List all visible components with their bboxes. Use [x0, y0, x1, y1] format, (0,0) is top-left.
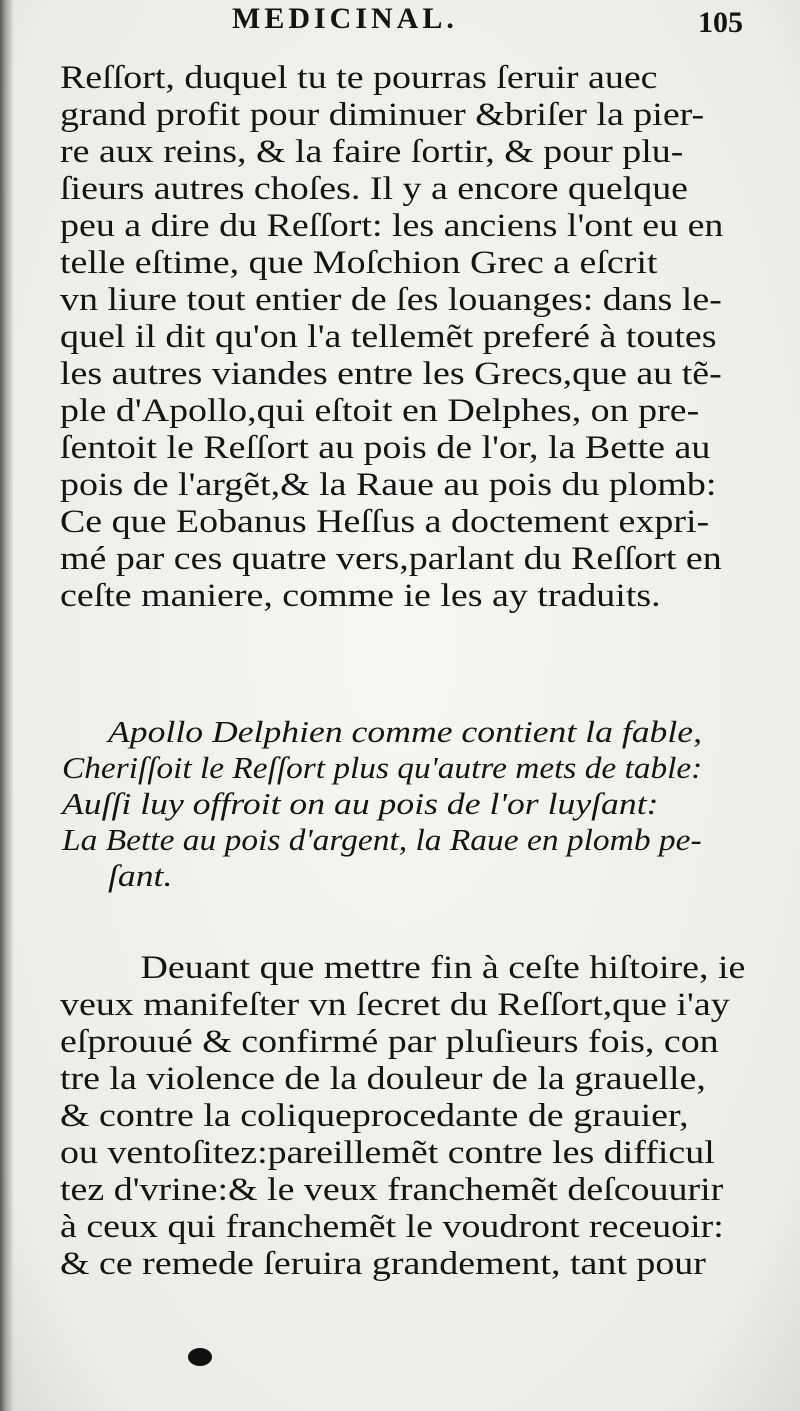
- ink-blot: [188, 1348, 212, 1366]
- page-gutter-shadow: [0, 0, 14, 1411]
- text-line: tre la violence de la douleur de la grauelle,: [60, 1061, 706, 1097]
- running-title: MEDICINAL.: [232, 2, 458, 35]
- text-line: & ce remede ſeruira grandement, tant pour: [60, 1246, 706, 1282]
- paragraph-1: [60, 60, 745, 615]
- text-line: re aux reins, & la faire ſortir, & pour plu-: [60, 134, 684, 170]
- text-line: & contre la coliqueprocedante de grauier,: [60, 1098, 689, 1134]
- text-line: Ce que Eobanus Heſſus a doctement expri-: [60, 504, 710, 540]
- text-line: peu a dire du Reſſort: les anciens l'ont eu en: [60, 208, 724, 244]
- text-line: ceſte maniere, comme ie les ay traduits.: [60, 578, 661, 614]
- text-line: eſprouué & confirmé par pluſieurs fois, con: [60, 1024, 719, 1060]
- verse-line: ſant.: [108, 858, 173, 893]
- text-line: les autres viandes entre les Grecs,que au tẽ-: [60, 356, 722, 392]
- text-line: pois de l'argẽt,& la Raue au pois du plomb:: [60, 467, 717, 503]
- text-line: vn liure tout entier de ſes louanges: dans le-: [60, 282, 722, 318]
- page-number: 105: [698, 6, 743, 39]
- text-line: veux manifeſter vn ſecret du Reſſort,que i'ay: [60, 987, 730, 1023]
- verse-line: La Bette au pois d'argent, la Raue en plomb pe-: [62, 822, 702, 857]
- text-line: ſieurs autres choſes. Il y a encore quelque: [60, 171, 689, 207]
- text-line: tez d'vrine:& le veux franchemẽt deſcouurir: [60, 1172, 724, 1208]
- verse-line: Cheriſſoit le Reſſort plus qu'autre mets de table:: [62, 750, 703, 785]
- verse-block: [62, 714, 742, 894]
- text-line: à ceux qui franchemẽt le voudront receuoir:: [60, 1209, 724, 1245]
- text-line: grand profit pour diminuer &briſer la pier-: [60, 97, 705, 133]
- text-line: Reſſort, duquel tu te pourras ſeruir auec: [60, 60, 658, 96]
- paragraph-2: [60, 950, 745, 1283]
- text-line: telle eſtime, que Moſchion Grec a eſcrit: [60, 245, 658, 281]
- text-line: mé par ces quatre vers,parlant du Reſſort en: [60, 541, 722, 577]
- text-line: ſentoit le Reſſort au pois de l'or, la Bette au: [60, 430, 711, 466]
- verse-line: Auſſi luy offroit on au pois de l'or luyſant:: [62, 786, 659, 821]
- text-line: ou ventoſitez:pareillemẽt contre les difficul: [60, 1135, 715, 1171]
- verse-line: Apollo Delphien comme contient la fable,: [108, 714, 703, 749]
- text-line: quel il dit qu'on l'a tellemẽt preferé à toutes: [60, 319, 717, 355]
- text-line: ple d'Apollo,qui eſtoit en Delphes, on pre-: [60, 393, 700, 429]
- text-line: Deuant que mettre fin à ceſte hiſtoire, ie: [140, 950, 746, 986]
